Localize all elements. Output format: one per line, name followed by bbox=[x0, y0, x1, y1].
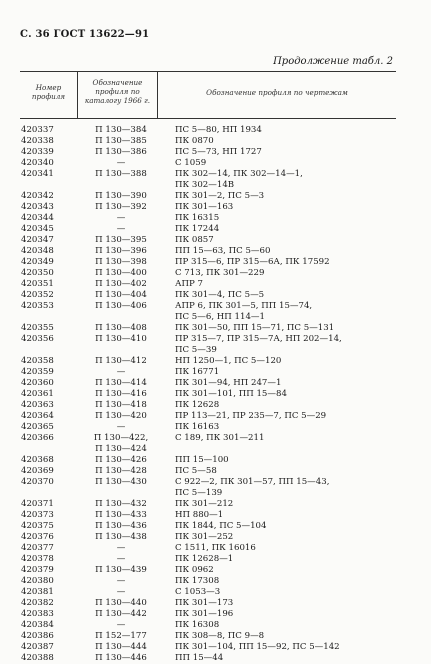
catalog-designation-cell bbox=[78, 411, 158, 422]
profile-number-cell: 420352 bbox=[21, 290, 54, 300]
catalog-designation-text: П 130—438 bbox=[95, 532, 147, 542]
table-continuation-label: Продолжение табл. 2 bbox=[273, 56, 393, 67]
catalog-designation-text: — bbox=[116, 620, 126, 630]
table-row bbox=[20, 422, 396, 433]
table-row bbox=[20, 125, 396, 136]
catalog-designation-text: П 130—446 bbox=[95, 653, 147, 663]
table-row bbox=[20, 246, 396, 257]
catalog-designation-text: — bbox=[116, 576, 126, 586]
drawing-designation-cell: ПР 315—7, ПР 315—7А, НП 202—14, bbox=[175, 334, 342, 344]
profile-number-cell: 420342 bbox=[21, 191, 54, 201]
table-row bbox=[20, 642, 396, 653]
catalog-designation-cell bbox=[78, 301, 158, 312]
table-row bbox=[20, 554, 396, 565]
catalog-designation-text: — bbox=[116, 554, 126, 564]
catalog-designation-text: П 130—430 bbox=[95, 477, 147, 487]
table-row bbox=[20, 587, 396, 598]
catalog-designation-text: П 130—432 bbox=[95, 499, 147, 509]
table-row bbox=[20, 235, 396, 246]
catalog-designation-cell bbox=[78, 378, 158, 389]
catalog-designation-text: П 130—404 bbox=[95, 290, 147, 300]
catalog-designation-text: П 130—400 bbox=[95, 268, 147, 278]
drawing-designation-cell: ПК 301—252 bbox=[175, 532, 234, 542]
drawing-designation-cell: ПК 12628—1 bbox=[175, 554, 234, 564]
catalog-designation-text: П 130—410 bbox=[95, 334, 147, 344]
catalog-designation-text: П 130—390 bbox=[95, 191, 147, 201]
profile-number-cell: 420361 bbox=[21, 389, 54, 399]
catalog-designation-text: П 130—388 bbox=[95, 169, 147, 179]
catalog-designation-text: П 130—424 bbox=[95, 444, 147, 454]
profile-number-cell: 420378 bbox=[21, 554, 54, 564]
drawing-designation-cell: ПС 5—139 bbox=[175, 488, 223, 498]
drawing-designation-cell: ПК 0857 bbox=[175, 235, 214, 245]
drawing-designation-cell: С 713, ПК 301—229 bbox=[175, 268, 265, 278]
catalog-designation-cell bbox=[78, 554, 158, 565]
table-row bbox=[20, 257, 396, 268]
profile-number-cell: 420344 bbox=[21, 213, 54, 223]
drawing-designation-cell: ПК 12628 bbox=[175, 400, 220, 410]
catalog-designation-cell bbox=[78, 499, 158, 510]
catalog-designation-cell bbox=[78, 400, 158, 411]
catalog-designation-text: П 130—444 bbox=[95, 642, 147, 652]
drawing-designation-cell: ПК 301—104, ПП 15—92, ПС 5—142 bbox=[175, 642, 340, 652]
catalog-designation-cell bbox=[78, 356, 158, 367]
profile-number-cell: 420375 bbox=[21, 521, 54, 531]
drawing-designation-cell: С 1059 bbox=[175, 158, 207, 168]
drawing-designation-cell: ПК 1844, ПС 5—104 bbox=[175, 521, 267, 531]
catalog-designation-text: П 130—426 bbox=[95, 455, 147, 465]
catalog-designation-cell bbox=[78, 389, 158, 400]
catalog-designation-cell bbox=[78, 642, 158, 653]
drawing-designation-cell: ПК 301—173 bbox=[175, 598, 234, 608]
catalog-designation-text: — bbox=[116, 213, 126, 223]
catalog-designation-text: П 130—384 bbox=[95, 125, 147, 135]
drawing-designation-cell: ПК 301—212 bbox=[175, 499, 234, 509]
table-header bbox=[20, 72, 396, 118]
catalog-designation-text: — bbox=[116, 158, 126, 168]
drawing-designation-cell: ПР 315—6, ПР 315—6А, ПК 17592 bbox=[175, 257, 330, 267]
drawing-designation-cell: ПК 302—14В bbox=[175, 180, 235, 190]
table-row bbox=[20, 224, 396, 235]
catalog-designation-cell bbox=[78, 224, 158, 235]
profile-number-cell: 420363 bbox=[21, 400, 54, 410]
catalog-designation-text: П 130—418 bbox=[95, 400, 147, 410]
catalog-designation-text: П 130—386 bbox=[95, 147, 147, 157]
catalog-designation-text: П 130—406 bbox=[95, 301, 147, 311]
profile-number-cell: 420383 bbox=[21, 609, 54, 619]
catalog-designation-cell bbox=[78, 169, 158, 180]
drawing-designation-cell: С 189, ПК 301—211 bbox=[175, 433, 265, 443]
table-row bbox=[20, 598, 396, 609]
profile-number-cell: 420388 bbox=[21, 653, 54, 663]
drawing-designation-cell: ПК 0962 bbox=[175, 565, 214, 575]
catalog-designation-cell bbox=[78, 653, 158, 664]
table-row bbox=[20, 455, 396, 466]
catalog-designation-cell bbox=[78, 576, 158, 587]
table-row bbox=[20, 510, 396, 521]
profile-number-cell: 420377 bbox=[21, 543, 54, 553]
catalog-designation-cell bbox=[78, 477, 158, 488]
table-body bbox=[20, 119, 396, 664]
table-row bbox=[20, 400, 396, 411]
catalog-designation-text: — bbox=[116, 422, 126, 432]
table-row-continuation bbox=[20, 312, 396, 323]
catalog-designation-cell bbox=[78, 334, 158, 345]
drawing-designation-cell: НП 1250—1, ПС 5—120 bbox=[175, 356, 282, 366]
profile-number-cell: 420386 bbox=[21, 631, 54, 641]
profile-number-cell: 420341 bbox=[21, 169, 54, 179]
profile-number-cell: 420380 bbox=[21, 576, 54, 586]
drawing-designation-cell: ПР 113—21, ПР 235—7, ПС 5—29 bbox=[175, 411, 327, 421]
table-row bbox=[20, 378, 396, 389]
catalog-designation-text: П 130—442 bbox=[95, 609, 147, 619]
profile-number-cell: 420350 bbox=[21, 268, 54, 278]
table-row bbox=[20, 521, 396, 532]
drawing-designation-cell: ПС 5—73, НП 1727 bbox=[175, 147, 262, 157]
table-row bbox=[20, 323, 396, 334]
drawing-designation-cell: ПК 301—94, НП 247—1 bbox=[175, 378, 282, 388]
catalog-designation-cell bbox=[78, 158, 158, 169]
catalog-designation-text: П 130—396 bbox=[95, 246, 147, 256]
catalog-designation-cell bbox=[78, 213, 158, 224]
table-row-continuation bbox=[20, 180, 396, 191]
profile-number-cell: 420348 bbox=[21, 246, 54, 256]
catalog-designation-cell bbox=[78, 444, 158, 455]
profile-number-cell: 420358 bbox=[21, 356, 54, 366]
catalog-designation-text: П 130—414 bbox=[95, 378, 147, 388]
table-row bbox=[20, 631, 396, 642]
table-row bbox=[20, 301, 396, 312]
profile-number-cell: 420343 bbox=[21, 202, 54, 212]
table-row bbox=[20, 477, 396, 488]
profile-number-cell: 420338 bbox=[21, 136, 54, 146]
profile-number-cell: 420351 bbox=[21, 279, 54, 289]
table-row bbox=[20, 543, 396, 554]
catalog-designation-cell bbox=[78, 235, 158, 246]
catalog-designation-text: П 130—422, bbox=[93, 433, 149, 443]
catalog-designation-cell bbox=[78, 609, 158, 620]
drawing-designation-cell: ПК 16308 bbox=[175, 620, 220, 630]
drawing-designation-cell: ПК 301—50, ПП 15—71, ПС 5—131 bbox=[175, 323, 335, 333]
catalog-designation-cell bbox=[78, 532, 158, 543]
catalog-designation-text: П 130—412 bbox=[95, 356, 147, 366]
profile-number-cell: 420340 bbox=[21, 158, 54, 168]
table-row-continuation bbox=[20, 488, 396, 499]
drawing-designation-cell: ПС 5—80, НП 1934 bbox=[175, 125, 262, 135]
drawing-designation-cell: АПР 6, ПК 301—5, ПП 15—74, bbox=[175, 301, 313, 311]
catalog-designation-cell bbox=[78, 422, 158, 433]
catalog-designation-cell bbox=[78, 246, 158, 257]
table-row-continuation bbox=[20, 345, 396, 356]
table-row bbox=[20, 565, 396, 576]
profile-number-cell: 420384 bbox=[21, 620, 54, 630]
drawing-designation-cell: ПК 17308 bbox=[175, 576, 220, 586]
catalog-designation-cell bbox=[78, 543, 158, 554]
table-row bbox=[20, 279, 396, 290]
catalog-designation-text: П 130—428 bbox=[95, 466, 147, 476]
profile-number-cell: 420376 bbox=[21, 532, 54, 542]
profile-number-cell: 420345 bbox=[21, 224, 54, 234]
profile-number-cell: 420355 bbox=[21, 323, 54, 333]
drawing-designation-cell: ПК 302—14, ПК 302—14—1, bbox=[175, 169, 303, 179]
table-row bbox=[20, 499, 396, 510]
drawing-designation-cell: ПП 15—44 bbox=[175, 653, 224, 663]
catalog-designation-text: П 130—392 bbox=[95, 202, 147, 212]
header-profile-number: Номер профиля bbox=[31, 83, 66, 101]
table-row bbox=[20, 191, 396, 202]
drawing-designation-cell: АПР 7 bbox=[175, 279, 203, 289]
table-row bbox=[20, 136, 396, 147]
profile-number-cell: 420379 bbox=[21, 565, 54, 575]
catalog-designation-cell bbox=[78, 147, 158, 158]
drawing-designation-cell: ПК 301—2, ПС 5—3 bbox=[175, 191, 265, 201]
drawing-designation-cell: ПС 5—6, НП 114—1 bbox=[175, 312, 265, 322]
drawing-designation-cell: НП 880—1 bbox=[175, 510, 224, 520]
drawing-designation-cell: ПК 0870 bbox=[175, 136, 214, 146]
drawing-designation-cell: ПК 16163 bbox=[175, 422, 220, 432]
profile-number-cell: 420337 bbox=[21, 125, 54, 135]
table-row bbox=[20, 576, 396, 587]
catalog-designation-cell bbox=[78, 290, 158, 301]
table-row bbox=[20, 213, 396, 224]
catalog-designation-text: — bbox=[116, 587, 126, 597]
drawing-designation-cell: ПК 301—101, ПП 15—84 bbox=[175, 389, 287, 399]
catalog-designation-text: П 130—408 bbox=[95, 323, 147, 333]
table-row bbox=[20, 290, 396, 301]
catalog-designation-text: П 130—402 bbox=[95, 279, 147, 289]
catalog-designation-text: П 130—420 bbox=[95, 411, 147, 421]
catalog-designation-text: П 130—385 bbox=[95, 136, 147, 146]
profile-number-cell: 420382 bbox=[21, 598, 54, 608]
catalog-designation-cell bbox=[78, 136, 158, 147]
table-row bbox=[20, 334, 396, 345]
table-row bbox=[20, 356, 396, 367]
profile-number-cell: 420359 bbox=[21, 367, 54, 377]
catalog-designation-cell bbox=[78, 433, 158, 444]
drawing-designation-cell: С 922—2, ПК 301—57, ПП 15—43, bbox=[175, 477, 330, 487]
profile-number-cell: 420365 bbox=[21, 422, 54, 432]
drawing-designation-cell: С 1511, ПК 16016 bbox=[175, 543, 256, 553]
profile-number-cell: 420353 bbox=[21, 301, 54, 311]
header-drawing-designation: Обозначение профиля по чертежам bbox=[206, 88, 348, 97]
table-row bbox=[20, 169, 396, 180]
profile-number-cell: 420387 bbox=[21, 642, 54, 652]
catalog-designation-cell bbox=[78, 521, 158, 532]
catalog-designation-cell bbox=[78, 202, 158, 213]
drawing-designation-cell: ПК 301—196 bbox=[175, 609, 234, 619]
profile-number-cell: 420370 bbox=[21, 477, 54, 487]
table-row bbox=[20, 411, 396, 422]
catalog-designation-cell bbox=[78, 565, 158, 576]
catalog-designation-text: П 130—416 bbox=[95, 389, 147, 399]
drawing-designation-cell: С 1053—3 bbox=[175, 587, 221, 597]
catalog-designation-text: П 130—440 bbox=[95, 598, 147, 608]
catalog-designation-cell bbox=[78, 257, 158, 268]
profile-number-cell: 420347 bbox=[21, 235, 54, 245]
catalog-designation-cell bbox=[78, 268, 158, 279]
table-row bbox=[20, 147, 396, 158]
catalog-designation-cell bbox=[78, 125, 158, 136]
drawing-designation-cell: ПС 5—39 bbox=[175, 345, 217, 355]
profile-number-cell: 420339 bbox=[21, 147, 54, 157]
catalog-designation-cell bbox=[78, 587, 158, 598]
drawing-designation-cell: ПП 15—100 bbox=[175, 455, 229, 465]
table-row bbox=[20, 268, 396, 279]
table-row bbox=[20, 158, 396, 169]
profile-number-cell: 420371 bbox=[21, 499, 54, 509]
table-row bbox=[20, 433, 396, 444]
catalog-designation-cell bbox=[78, 191, 158, 202]
profile-number-cell: 420364 bbox=[21, 411, 54, 421]
profile-number-cell: 420349 bbox=[21, 257, 54, 267]
table-row bbox=[20, 389, 396, 400]
profile-number-cell: 420356 bbox=[21, 334, 54, 344]
catalog-designation-cell bbox=[78, 323, 158, 334]
table-row bbox=[20, 609, 396, 620]
catalog-designation-text: — bbox=[116, 224, 126, 234]
drawing-designation-cell: ПК 17244 bbox=[175, 224, 220, 234]
profile-number-cell: 420381 bbox=[21, 587, 54, 597]
table-row bbox=[20, 532, 396, 543]
table-row bbox=[20, 466, 396, 477]
profile-number-cell: 420373 bbox=[21, 510, 54, 520]
catalog-designation-cell bbox=[78, 279, 158, 290]
catalog-designation-text: П 130—433 bbox=[95, 510, 147, 520]
table-row bbox=[20, 620, 396, 631]
drawing-designation-cell: ПК 16771 bbox=[175, 367, 220, 377]
profile-number-cell: 420368 bbox=[21, 455, 54, 465]
drawing-designation-cell: ПС 5—58 bbox=[175, 466, 217, 476]
catalog-designation-cell bbox=[78, 455, 158, 466]
catalog-designation-text: — bbox=[116, 367, 126, 377]
catalog-designation-text: П 152—177 bbox=[95, 631, 147, 641]
catalog-designation-text: — bbox=[116, 543, 126, 553]
catalog-designation-text: П 130—436 bbox=[95, 521, 147, 531]
table-row bbox=[20, 444, 396, 455]
drawing-designation-cell: ПК 301—163 bbox=[175, 202, 234, 212]
page-header: С. 36 ГОСТ 13622—91 bbox=[20, 29, 150, 40]
catalog-designation-text: П 130—398 bbox=[95, 257, 147, 267]
catalog-designation-cell bbox=[78, 598, 158, 609]
drawing-designation-cell: ПК 16315 bbox=[175, 213, 220, 223]
table-row bbox=[20, 653, 396, 664]
table-row bbox=[20, 367, 396, 378]
catalog-designation-cell bbox=[78, 620, 158, 631]
profile-number-cell: 420369 bbox=[21, 466, 54, 476]
table-row bbox=[20, 202, 396, 213]
header-catalog-designation: Обозначение профиля по каталогу 1966 г. bbox=[84, 78, 151, 105]
drawing-designation-cell: ПК 308—8, ПС 9—8 bbox=[175, 631, 265, 641]
catalog-designation-text: П 130—395 bbox=[95, 235, 147, 245]
profile-number-cell: 420366 bbox=[21, 433, 54, 443]
profile-table bbox=[20, 71, 396, 664]
catalog-designation-cell bbox=[78, 466, 158, 477]
drawing-designation-cell: ПП 15—63, ПС 5—60 bbox=[175, 246, 271, 256]
profile-number-cell: 420360 bbox=[21, 378, 54, 388]
catalog-designation-text: П 130—439 bbox=[95, 565, 147, 575]
catalog-designation-cell bbox=[78, 631, 158, 642]
catalog-designation-cell bbox=[78, 510, 158, 521]
drawing-designation-cell: ПК 301—4, ПС 5—5 bbox=[175, 290, 265, 300]
catalog-designation-cell bbox=[78, 367, 158, 378]
